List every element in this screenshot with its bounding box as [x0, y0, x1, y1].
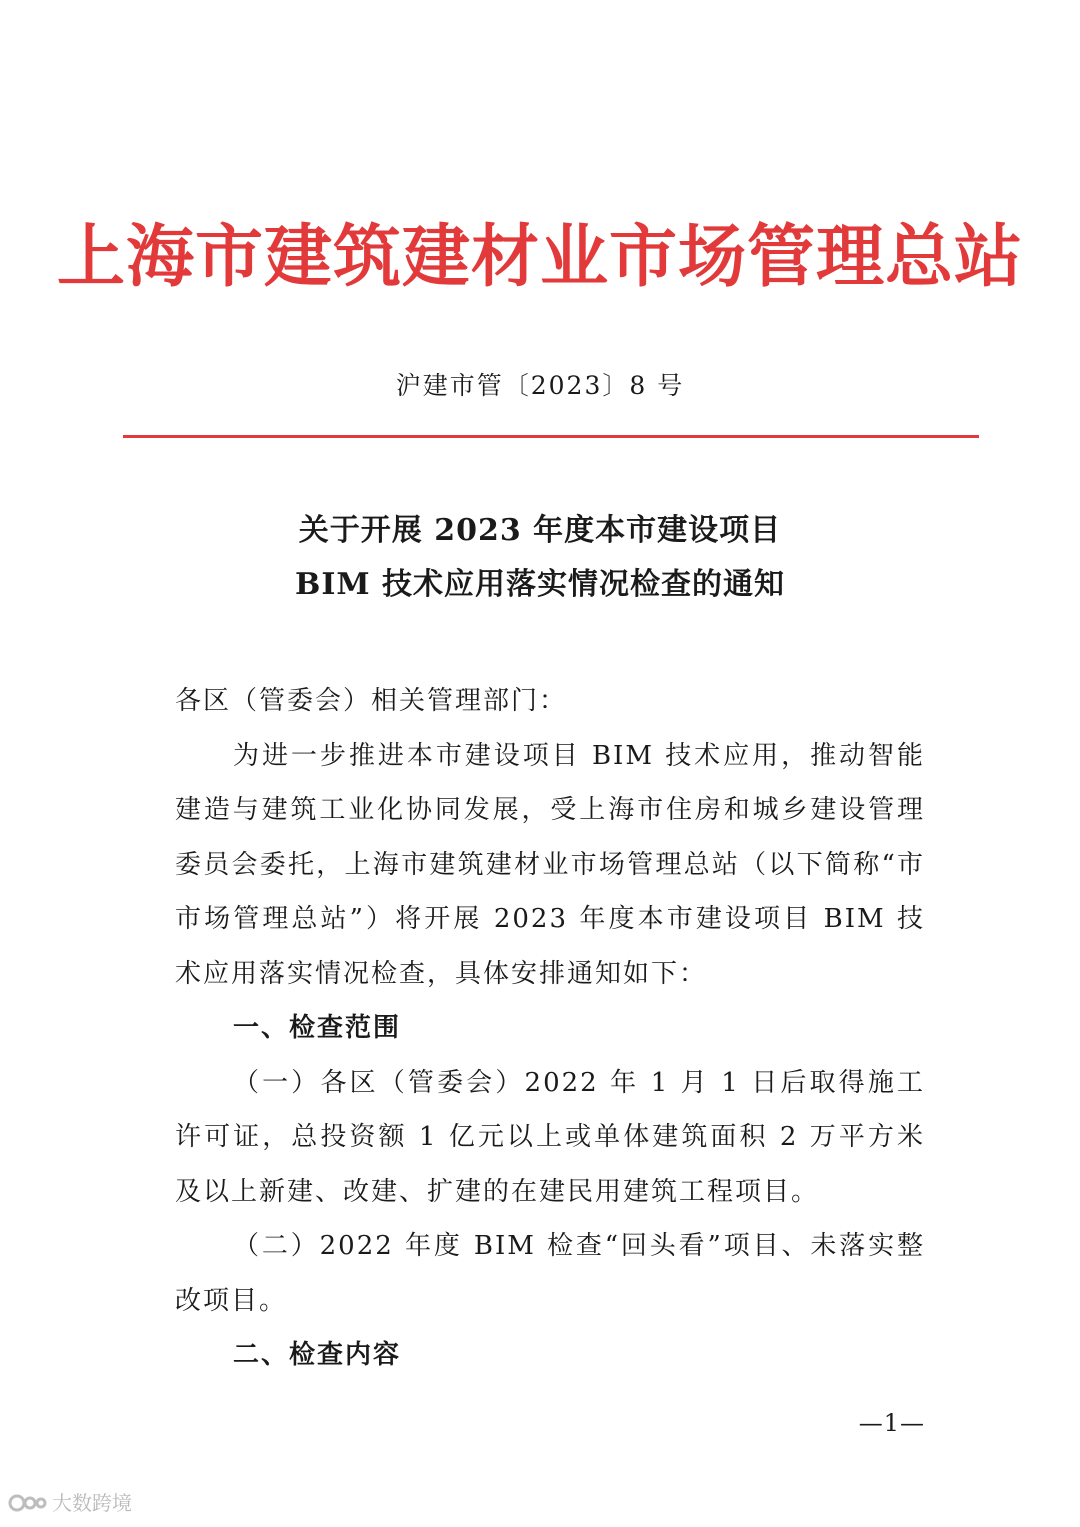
red-divider-line [123, 435, 979, 438]
salutation: 各区（管委会）相关管理部门： [175, 686, 568, 716]
section-heading-content: 二、检查内容 [233, 1340, 402, 1370]
watermark [8, 1489, 132, 1517]
notice-title-line-2: BIM 技术应用落实情况检查的通知 [294, 567, 786, 602]
notice-title [0, 504, 1080, 612]
watermark-text: 大数跨境 [52, 1491, 132, 1515]
organization-name: 上海市建筑建材业市场管理总站 [56, 217, 1023, 297]
document-body [175, 674, 925, 1383]
brand-logo-icon [8, 1491, 48, 1515]
intro-paragraph: 为进一步推进本市建设项目 BIM 技术应用，推动智能建造与建筑工业化协同发展，受上海市住房和城乡建设管理委员会委托，上海市建筑建材业市场管理总站（以下简称“市市场管理总站”）将开展 2023 年度本市建设项目 BIM 技术应用落实情况检查，具体安排通知如下： [175, 740, 925, 989]
scope-item-2: （二）2022 年度 BIM 检查“回头看”项目、未落实整改项目。 [175, 1231, 925, 1316]
notice-title-line-1: 关于开展 2023 年度本市建设项目 [298, 513, 782, 548]
document-number: 沪建市管〔2023〕8 号 [395, 371, 685, 400]
section-heading-scope: 一、检查范围 [233, 1013, 402, 1043]
scope-item-1: （一）各区（管委会）2022 年 1 月 1 日后取得施工许可证，总投资额 1 亿元以上或单体建筑面积 2 万平方米及以上新建、改建、扩建的在建民用建筑工程项目。 [175, 1067, 925, 1207]
page-number: —1— [858, 1409, 925, 1437]
